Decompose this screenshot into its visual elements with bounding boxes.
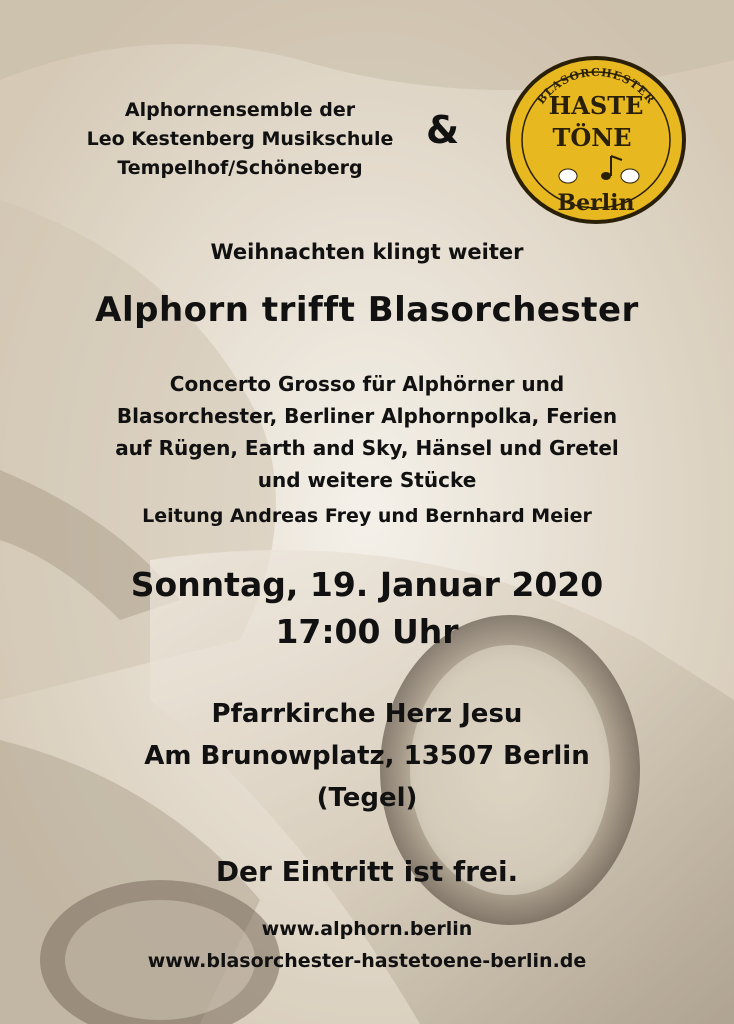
logo-line1: HASTE	[548, 91, 644, 120]
event-title: Alphorn trifft Blasorchester	[95, 290, 639, 330]
venue-address: Am Brunowplatz, 13507 Berlin	[144, 741, 590, 771]
program-line: Concerto Grosso für Alphörner und	[169, 372, 565, 396]
admission-note: Der Eintritt ist frei.	[215, 855, 519, 888]
link-alphorn[interactable]: www.alphorn.berlin	[261, 918, 473, 940]
event-subtitle: Weihnachten klingt weiter	[210, 240, 524, 264]
venue-name: Pfarrkirche Herz Jesu	[211, 699, 523, 729]
program-list	[0, 368, 734, 496]
logo-arc-text: BLASORCHESTER	[534, 65, 658, 107]
organizer-line: Leo Kestenberg Musikschule	[86, 128, 394, 150]
conductors: Leitung Andreas Frey und Bernhard Meier	[142, 505, 592, 527]
venue-district: (Tegel)	[316, 783, 418, 813]
program-line: Blasorchester, Berliner Alphornpolka, Ferien	[116, 404, 618, 428]
organizer-line: Alphornensemble der	[124, 99, 356, 121]
organizer-block	[40, 96, 440, 183]
event-time: 17:00 Uhr	[275, 612, 459, 651]
link-blasorchester[interactable]: www.blasorchester-hastetoene-berlin.de	[147, 950, 587, 972]
event-date: Sonntag, 19. Januar 2020	[130, 565, 604, 604]
organizer-line: Tempelhof/Schöneberg	[117, 157, 363, 179]
ampersand: &	[426, 108, 460, 152]
program-line: und weitere Stücke	[257, 468, 477, 492]
logo-line3: Berlin	[557, 190, 635, 216]
haste-toene-logo	[502, 52, 690, 228]
venue-block	[0, 693, 734, 819]
program-line: auf Rügen, Earth and Sky, Hänsel und Gretel	[115, 436, 619, 460]
logo-line2: TÖNE	[552, 123, 632, 152]
